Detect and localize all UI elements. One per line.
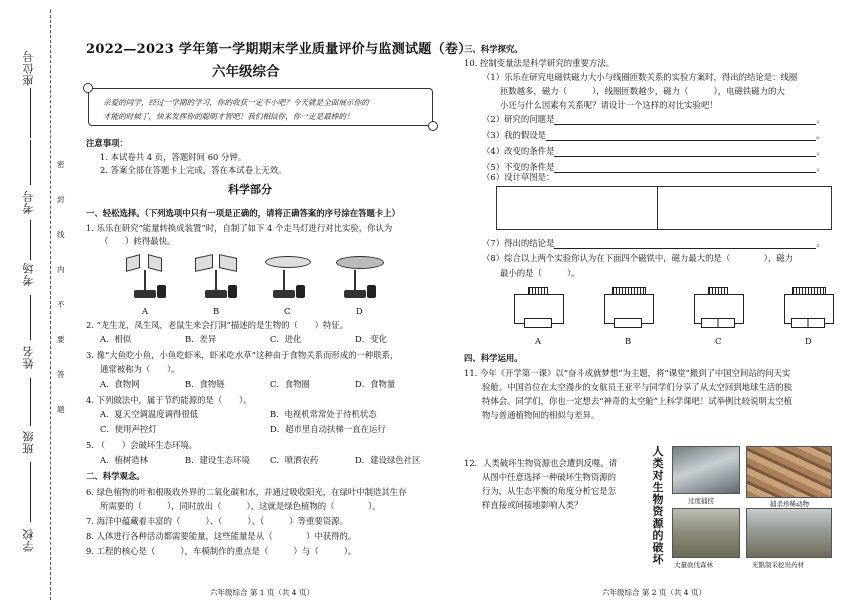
exam-number-label: 考号 — [22, 190, 35, 214]
question-2: 2. “龙生龙，凤生凤，老鼠生来会打洞”描述的是生物的（ ）特征。 — [86, 320, 349, 330]
option: C．使用声控灯 — [100, 424, 157, 434]
collage-title-char: 坏 — [652, 553, 664, 566]
seal-char: 封 — [57, 195, 65, 204]
answer-line — [554, 164, 816, 173]
collage-title-char: 对 — [652, 469, 664, 482]
class-label: 班级 — [22, 430, 35, 454]
greeting-scroll — [88, 88, 433, 126]
seat-label: 座位号 — [22, 50, 35, 86]
option-label: C — [284, 306, 291, 316]
question-12-cont: 从图中任意选择一种破坏生物资源的 — [482, 472, 616, 482]
option: C．进化 — [270, 334, 302, 344]
seal-char: 线 — [57, 230, 65, 239]
question-10-1-cont: 匝数越多，磁力（ ），线圈匝数越少，磁力（ ），电磁铁磁力的大 — [500, 86, 785, 96]
photo-caption: 无限制采挖贵药材 — [752, 561, 804, 569]
collage-title-char: 物 — [652, 493, 664, 506]
answer-line — [554, 240, 816, 249]
class-line — [30, 378, 31, 426]
seal-char: 答 — [57, 370, 65, 379]
lantern-b — [197, 250, 237, 302]
question-10-8-cont: 最小的是（ ）。 — [500, 268, 580, 278]
seal-char: 密 — [57, 160, 65, 169]
prompt-text: （7）得出的结论是 — [482, 238, 555, 248]
option-label: D — [356, 306, 363, 316]
deforestation-photo — [672, 508, 740, 558]
collage-title-char: 生 — [652, 481, 664, 494]
option: D．超市里自动扶梯一直在运行 — [270, 424, 386, 434]
question-10-4: （4）改变的条件是 。 — [482, 146, 825, 156]
collage-title — [648, 446, 668, 566]
question-11-cont: 物与普通植物间的相似与差异。 — [482, 410, 600, 420]
binding-margin — [0, 0, 65, 607]
question-10-8: （8）综合以上两个实验你认为在下面四个磁铁中，磁力最大的是（ ），磁力 — [482, 253, 794, 263]
seal-char: 题 — [57, 405, 65, 414]
question-3: 3. 像“大鱼吃小鱼，小鱼吃虾米，虾米吃水草”这种由于食物关系而形成的一种联系， — [86, 350, 399, 360]
question-3-cont: 通常被称为（ ）。 — [100, 364, 180, 374]
exam-room-label: 考场 — [22, 262, 35, 286]
exam-page-1 — [80, 0, 472, 607]
answer-line — [546, 132, 816, 141]
option-label: C — [715, 336, 722, 346]
greeting-line: 才能的时候了，快来发挥你的聪明才智吧！我们相信你，你一定是最棒的！ — [103, 112, 354, 121]
question-10-3: （3）我的假设是 。 — [482, 130, 825, 140]
option: B．食物链 — [185, 379, 225, 389]
prompt-text: （3）我的假设是 — [482, 130, 546, 140]
sketch-table — [496, 186, 832, 230]
question-6-cont: 所需要的（ ），同时放出（ ），这就是绿色植物的（ ）。 — [100, 501, 381, 511]
collage-title-char: 人 — [652, 445, 664, 458]
question-5: 5. （ ）会破坏生态环境。 — [86, 440, 198, 450]
greeting-text — [103, 96, 369, 124]
question-1: 1. 乐乐在研究“能量转换成装置”时，自制了如下 4 个走马灯进行对比实验，你认为 — [86, 223, 393, 233]
option: D．建设绿色社区 — [355, 455, 421, 465]
option: D．食物量 — [355, 379, 396, 389]
school-line — [30, 462, 31, 522]
option: B．差异 — [185, 334, 217, 344]
answer-line — [554, 116, 816, 125]
scroll-curl — [428, 121, 438, 131]
part4-heading: 四、科学运用。 — [464, 353, 523, 363]
name-label: 姓名 — [22, 345, 35, 369]
question-4: 4. 下列做法中，属于节约能源的是（ ）。 — [86, 395, 252, 405]
photo-caption: 大量砍伐森林 — [674, 561, 713, 569]
prompt-text: （2）研究的问题是 — [482, 114, 555, 124]
option: A．夏天空调温度调得很低 — [100, 409, 199, 419]
question-6: 6. 绿色植物的叶和根吸收外界的二氧化碳和水，并通过吸收阳光，在绿叶中制造其生存 — [86, 487, 407, 497]
option-label: B — [625, 336, 632, 346]
question-12: 12．人类破坏生物资源也会遭到反噬。请 — [464, 458, 618, 468]
electromagnet-circuit-b — [600, 284, 658, 330]
scroll-curl — [83, 83, 93, 93]
question-7: 7. 海洋中蕴藏着丰富的（ ）、（ ）、（ ）等重要资源。 — [86, 516, 348, 526]
option-label: A — [142, 306, 149, 316]
option: D．变化 — [355, 334, 387, 344]
question-10-2: （2）研究的问题是 。 — [482, 114, 825, 124]
option: C．食物圈 — [270, 379, 310, 389]
answer-line — [554, 148, 816, 157]
lantern-c — [265, 250, 311, 302]
collage-title-char: 破 — [652, 541, 664, 554]
question-10-5: （5）不变的条件是 。 — [482, 162, 825, 172]
overfishing-photo — [672, 446, 740, 494]
question-12-cont: 行为，从生态平衡的角度分析它是怎 — [482, 486, 616, 496]
lantern-a — [126, 250, 166, 302]
option: B．电视机常常处于待机状态 — [270, 409, 377, 419]
question-10-1: （1）乐乐在研究电磁铁磁力大小与线圈匝数关系的实验方案时，得出的结论是：线圈 — [482, 72, 798, 82]
option: C．喷洒农药 — [270, 455, 319, 465]
exam-title: 2022—2023 学年第一学期期末学业质量评价与监测试题（卷） — [86, 42, 472, 57]
note-item: 2. 答案全部在答题卡上完成，答在本试卷上无效。 — [100, 165, 287, 175]
electromagnet-circuit-d — [780, 284, 838, 330]
photo-caption: 过度捕捞 — [688, 497, 714, 505]
electromagnet-circuit-c — [690, 284, 748, 330]
seat-line — [30, 88, 31, 138]
collage-title-char: 资 — [652, 505, 664, 518]
lantern-d — [336, 250, 384, 302]
question-1-cont: （ ）转得最快。 — [100, 236, 176, 246]
question-10-6: （6）设计草图是： — [482, 172, 555, 182]
notes-heading: 注意事项： — [86, 138, 128, 148]
page-footer: 六年级综合 第 2 页（共 4 页） — [602, 588, 706, 597]
option: A．植树造林 — [100, 455, 148, 465]
herb-digging-photo — [746, 508, 832, 558]
collage-title-char: 的 — [652, 529, 664, 542]
seal-char: 要 — [57, 335, 65, 344]
part1-heading: 一、轻松选择。（下列选项中只有一项是正确的，请将正确答案的序号涂在答题卡上） — [86, 208, 401, 218]
option: B．建设生态环境 — [185, 455, 250, 465]
option-label: D — [805, 336, 812, 346]
option-label: B — [213, 306, 220, 316]
question-11-cont: 验舱。中国首位在太空漫步的女航员王亚平与同学们分享了从太空回到地球生活的独 — [482, 382, 792, 392]
collage-title-char: 源 — [652, 517, 664, 530]
page-footer: 六年级综合 第 1 页（共 4 页） — [210, 588, 314, 597]
question-11-cont: 特体会。同学们，你也一定想去“神奇的太空舱”上科学课吧！试举例比较说明太空植 — [482, 396, 793, 406]
question-10-1-cont: 小还与什么因素有关系呢？请设计一个这样的对比实验吧！ — [500, 100, 718, 110]
seal-dashed-line — [50, 10, 51, 600]
exam-room-line — [30, 220, 31, 260]
prompt-text: （5）不变的条件是 — [482, 162, 555, 172]
name-line — [30, 295, 31, 340]
exam-page-2 — [462, 0, 852, 607]
exam-number-line — [30, 140, 31, 185]
greeting-line: 亲爱的同学，经过一学期的学习，你的收获一定不小吧？今天就是全面展示你的 — [103, 98, 369, 107]
question-9: 9. 工程的核心是（ ），车模制作的重点是（ ）与（ ）。 — [86, 546, 357, 556]
question-12-cont: 样直接或间接地影响人类？ — [482, 500, 583, 510]
prompt-text: （4）改变的条件是 — [482, 146, 555, 156]
option: A．食物网 — [100, 379, 140, 389]
question-8: 8. 人体进行各种活动都需要能量，这些能量是从（ ）中获得的。 — [86, 531, 357, 541]
table-divider — [657, 187, 658, 229]
grade-title: 六年级综合 — [212, 64, 280, 80]
option-label: A — [535, 336, 542, 346]
part3-heading: 三、科学探究。 — [464, 44, 523, 54]
school-label: 学校 — [22, 528, 35, 552]
seal-char: 内 — [57, 265, 65, 274]
question-10-7: （7）得出的结论是 。 — [482, 238, 825, 248]
option: A．相似 — [100, 334, 132, 344]
electromagnet-circuit-a — [510, 284, 568, 330]
question-10: 10. 控制变量法是科学研究的重要方法。 — [464, 58, 614, 68]
seal-char: 不 — [57, 300, 65, 309]
part2-heading: 二、科学观念。 — [86, 471, 145, 481]
question-11: 11. 今年《开学第一课》以“奋斗成就梦想”为主题，将“课堂”搬到了中国空间站的问天实 — [464, 368, 791, 378]
poaching-photo — [746, 446, 832, 498]
photo-caption: 捕杀珍稀动物 — [770, 500, 809, 508]
collage-title-char: 类 — [652, 457, 664, 470]
note-item: 1. 本试卷共 4 页，答题时间 60 分钟。 — [100, 152, 247, 162]
section-title: 科学部分 — [228, 183, 272, 196]
